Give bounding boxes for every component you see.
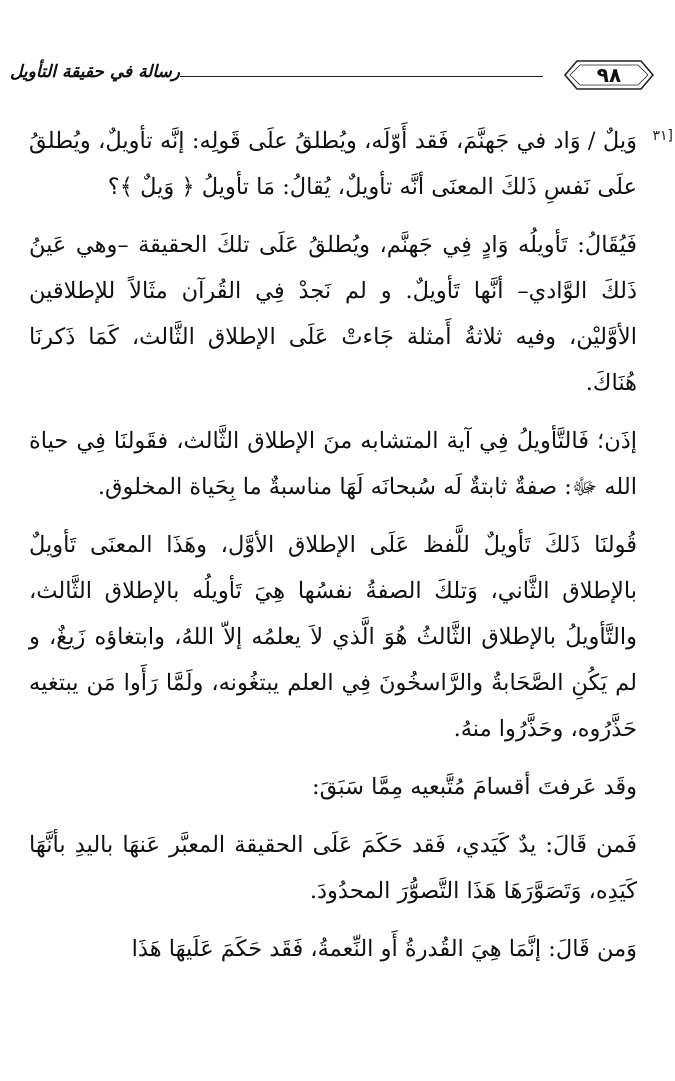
paragraph: فَيُقَالُ: تَأويلُه وَادٍ فِي جَهنَّم، ويُطلقُ عَلَى تلكَ الحقيقة –وهي عَينُ ذَلكَ الوَّادي– أنَّها تَأويلٌ. و لم نَجدْ فِي القُرآن مثَالاً للإطلاقين الأوَّليْن، وفيه ثلاثةُ أَمثلة جَاءتْ عَلَى الإطلاق الثَّالث، كَمَا ذَكرنَا هُنَاكَ. [29, 232, 637, 396]
paragraph: وَيلٌ / وَاد في جَهنَّمَ، فَقد أَوّلَه، ويُطلقُ علَى قَولِه: إنَّه تأويلٌ، ويُطلقُ علَى نَفسِ ذَلكَ المعنَى أنَّه تأويلٌ، يُقالُ: مَا تأويلُ ﴿ وَيلٌ ﴾؟ [29, 128, 637, 200]
paragraph: إذَن؛ فَالتَّأويلُ فِي آية المتشابه منَ الإطلاق الثَّالث، فقَولنَا فِي حياة الله ﷻ: صفةٌ ثابتةٌ لَه سُبحانَه لَهَا مناسبةٌ ما بِحَياة المخلوق. [29, 428, 637, 500]
header-rule [180, 76, 543, 77]
paragraph: وقَد عَرفتَ أقسامَ مُتَّبعيه مِمَّا سَبَقَ: [312, 774, 637, 800]
paragraph: فَمن قَالَ: يدٌ كَيَدي، فَقد حَكَمَ عَلَى الحقيقة المعبَّر عَنهَا باليدِ بأنَّهَا كَيَدِه، وَتَصَوَّرَهَا هَذَا التَّصوُّرَ المحدُودَ. [29, 832, 637, 904]
page-header [10, 56, 655, 96]
page-number-frame [563, 58, 655, 92]
body-text [29, 118, 637, 972]
margin-reference-marker: [٣١ [652, 128, 673, 144]
paragraph: قُولنَا ذَلكَ تَأويلٌ للَّفظ عَلَى الإطلاق الأوَّل، وهَذَا المعنَى تَأويلٌ بالإطلاق الثَّاني، وَتلكَ الصفةُ نفسُها هِيَ تَأويلُه بالإطلاق الثَّالث، والتَّأويلُ بالإطلاق الثَّالثُ هُوَ الَّذي لاَ يعلمُه إلاّ اللهُ، وابتغاؤه زَيغٌ، و لم يَكُنِ الصَّحَابةُ والرَّاسخُونَ فِي العلم يبتغُونه، ولَمَّا رَأَوا مَن يبتغيه حَذَّرُوه، وحَذَّرُوا منهُ. [29, 532, 637, 742]
page-number: ٩٨ [596, 63, 622, 87]
running-title: رسالة في حقيقة التأويل [10, 62, 180, 82]
paragraph: وَمن قَالَ: إنَّمَا هِيَ القُدرةُ أَو النِّعمةُ، فَقَد حَكَمَ عَلَيهَا هَذَا [131, 936, 637, 962]
